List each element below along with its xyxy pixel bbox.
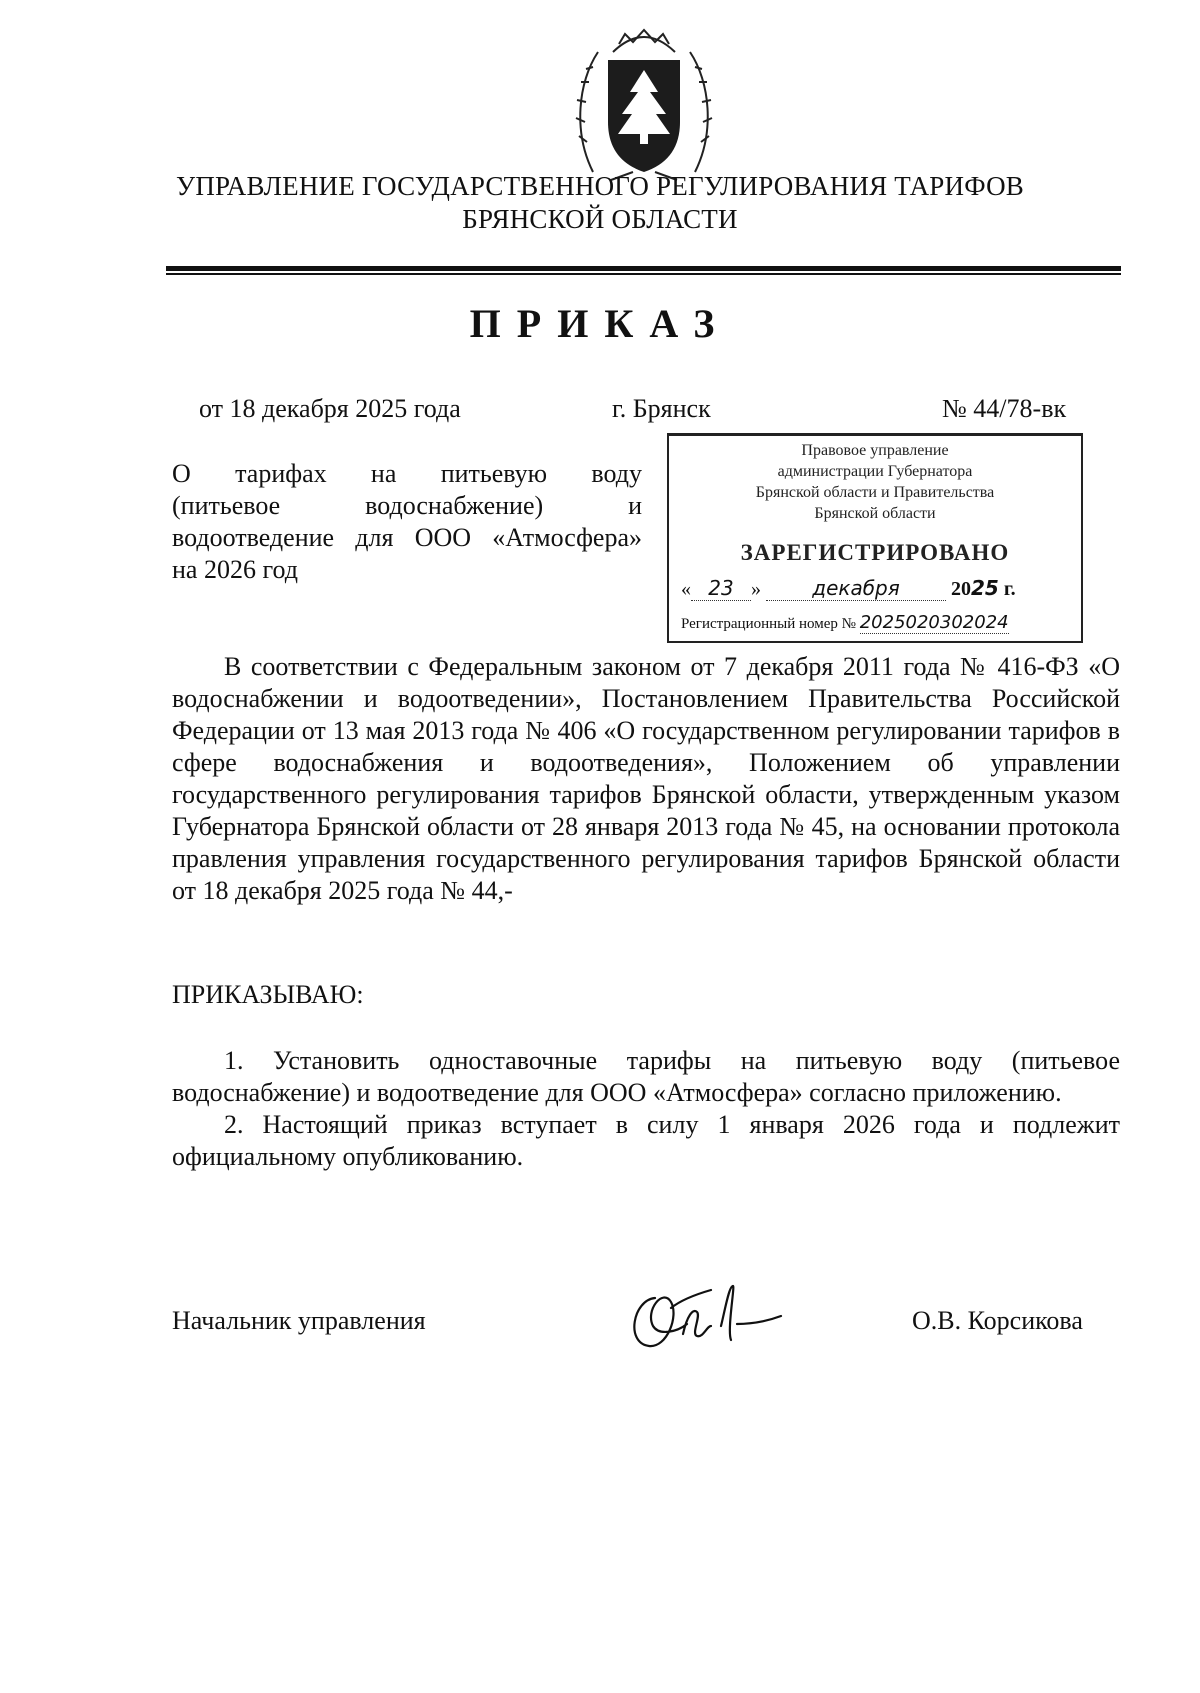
signatory-position: Начальник управления bbox=[172, 1306, 426, 1335]
stamp-year-unit: г. bbox=[1003, 578, 1016, 600]
stamp-day: 23 bbox=[691, 576, 751, 601]
stamp-date-row: « 23 » декабря 2025 г. bbox=[681, 576, 1016, 600]
registration-stamp bbox=[667, 433, 1083, 643]
order-date: от 18 декабря 2025 года bbox=[199, 394, 461, 423]
stamp-line: Брянской области bbox=[814, 505, 936, 522]
coat-of-arms-emblem bbox=[573, 22, 715, 182]
order-city: г. Брянск bbox=[612, 394, 711, 423]
stamp-reg-label: Регистрационный номер № bbox=[681, 616, 856, 632]
order-item-2: 2. Настоящий приказ вступает в силу 1 января 2026 года и подлежит официальному опубликованию. bbox=[172, 1110, 1120, 1171]
subject-line: (питьевое водоснабжение) и bbox=[172, 491, 642, 520]
order-subject bbox=[172, 458, 642, 586]
stamp-status: ЗАРЕГИСТРИРОВАНО bbox=[740, 540, 1010, 565]
order-number: № 44/78-вк bbox=[942, 394, 1067, 423]
stamp-reg-row bbox=[681, 612, 1073, 633]
order-items bbox=[172, 1045, 1120, 1173]
stamp-reg-number: 2025020302024 bbox=[859, 612, 1009, 633]
subject-line: водоотведение для ООО «Атмосфера» bbox=[172, 523, 642, 552]
organization-name-line-2: БРЯНСКОЙ ОБЛАСТИ bbox=[462, 204, 738, 234]
subject-line: на 2026 год bbox=[172, 555, 298, 584]
organization-name-line-1: УПРАВЛЕНИЕ ГОСУДАРСТВЕННОГО РЕГУЛИРОВАНИЯ ТАРИФОВ bbox=[176, 171, 1024, 201]
order-item-1: 1. Установить одноставочные тарифы на питьевую воду (питьевое водоснабжение) и водоотведение для ООО «Атмосфера» согласно приложению. bbox=[172, 1046, 1120, 1107]
stamp-line: Правовое управление bbox=[801, 442, 949, 459]
document-title: ПРИКАЗ bbox=[469, 301, 731, 346]
header-divider-thin bbox=[166, 273, 1121, 275]
order-word: ПРИКАЗЫВАЮ: bbox=[172, 980, 364, 1009]
stamp-year-suffix: 25 bbox=[971, 576, 999, 600]
stamp-month: декабря bbox=[766, 576, 946, 601]
signatory-name: О.В. Корсикова bbox=[912, 1306, 1083, 1335]
stamp-line: Брянской области и Правительства bbox=[755, 484, 995, 501]
subject-line: О тарифах на питьевую воду bbox=[172, 459, 642, 488]
stamp-line: администрации Губернатора bbox=[777, 463, 973, 480]
handwritten-signature bbox=[625, 1278, 800, 1353]
stamp-year-prefix: 20 bbox=[951, 578, 971, 600]
document-body bbox=[172, 651, 1120, 907]
header-divider bbox=[166, 266, 1121, 271]
preamble-paragraph: В соответствии с Федеральным законом от 7 декабря 2011 года № 416-ФЗ «О водоснабжении и водоотведении», Постановлением Правительства Российской Федерации от 13 мая 2013 года № 406 «О государственном регулировании тарифов в сфере водоснабжения и водоотведения», Положением об управлении государственного регулирования тарифов Брянской области, утвержденным указом Губернатора Брянской области от 28 января 2013 года № 45, на основании протокола правления управления государственного регулирования тарифов Брянской области от 18 декабря 2025 года № 44,- bbox=[172, 652, 1120, 905]
